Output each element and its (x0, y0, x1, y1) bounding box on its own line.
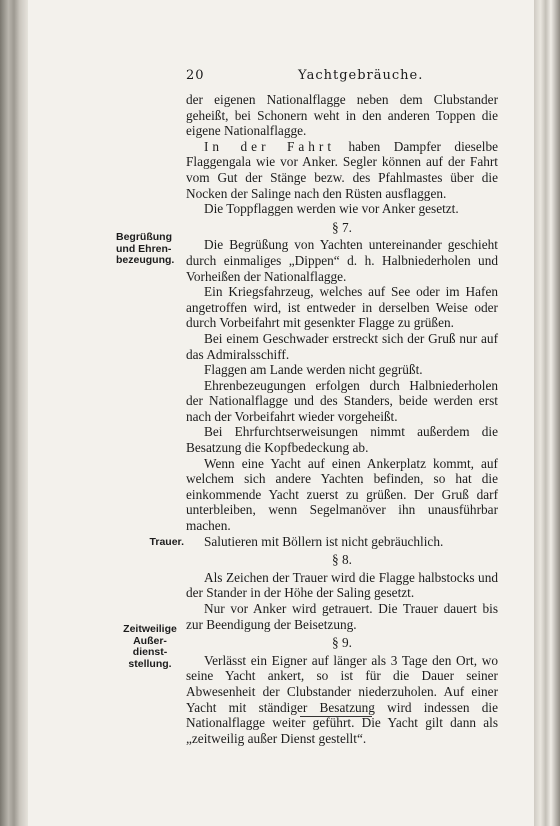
section-heading: § 9. (332, 635, 352, 651)
paragraph: Wenn eine Yacht auf einen Ankerplatz kommt, auf welchem sich andere Yachten befinden, so hat die einkommende Yacht zuerst zu grüßen. Der Gruß darf unterbleiben, wenn Segelmanöver ihn unausführbar machen. (186, 455, 498, 534)
paragraph: Bei Ehrfurchtserweisungen nimmt außerdem die Besatzung die Kopfbedeckung ab. (186, 424, 498, 456)
paragraph: der eigenen Nationalflagge neben dem Clubstander geheißt, bei Schonern weht in den anderen Toppen die eigene Nationalflagge. (186, 92, 498, 139)
running-header (186, 68, 492, 86)
page-fore-edge (534, 0, 560, 826)
paragraph (186, 139, 498, 201)
spaced-phrase: In der Fahrt (204, 138, 336, 154)
paragraph: Die Begrüßung von Yachten untereinander geschieht durch einmaliges „Dippen“ d. h. Halbniederholen und Vorheißen der Nationalflagge. (186, 237, 498, 284)
margin-note-mourning: Trauer. (149, 536, 184, 548)
paragraph: Als Zeichen der Trauer wird die Flagge halbstocks und der Stander in der Höhe der Saling gesetzt. (186, 569, 498, 601)
running-title: Yachtgebräuche. (298, 68, 424, 83)
page-number: 20 (186, 68, 205, 83)
paragraph: Flaggen am Lande werden nicht gegrüßt. (204, 362, 423, 378)
paragraph: Nur vor Anker wird getrauert. Die Trauer dauert bis zur Beendigung der Beisetzung. (186, 601, 498, 632)
paragraph: Bei einem Geschwader erstreckt sich der Gruß nur auf das Admiralsschiff. (186, 330, 498, 362)
paragraph: Salutieren mit Böllern ist nicht gebräuchlich. (204, 533, 444, 549)
paragraph: Ein Kriegsfahrzeug, welches auf See oder im Hafen angetroffen wird, ist entweder in derselben Weise oder durch Vorbeifahrt mit gesenkter Flagge zu grüßen. (186, 284, 498, 331)
margin-note-greeting: Begrüßung und Ehren-bezeugung. (116, 231, 175, 266)
section-heading: § 7. (332, 219, 352, 235)
paragraph: Verlässt ein Eigner auf länger als 3 Tage den Ort, wo seine Yacht ankert, so ist für die Dauer seiner Abwesenheit der Clubstander niederzuholen. Auf einer Yacht mit ständiger Besatzung wird indessen die Nationalflagge weiter geführt. Die Yacht gilt dann als „zeitweilig außer Dienst gestellt“. (186, 652, 498, 746)
margin-note-decommission: Zeitweilige Außer-dienst-stellung. (123, 623, 177, 670)
paragraph-rest: haben Dampfer dieselbe Flaggengala wie vor Anker. Segler können auf der Fahrt vom Gut der Stänge bezw. des Pfahlmastes über die Nocken der Salinge nach den Rüsten ausflaggen. (186, 138, 498, 201)
body-text (186, 92, 498, 746)
paragraph: Ehrenbezeugungen erfolgen durch Halbniederholen der Nationalflagge und des Standers, beide werden erst nach der Vorbeifahrt wieder vorgeheißt. (186, 377, 498, 424)
book-spine-edge (0, 0, 28, 826)
section-heading: § 8. (332, 552, 352, 568)
end-rule (300, 716, 372, 717)
paragraph: Die Toppflaggen werden wie vor Anker gesetzt. (204, 201, 459, 217)
